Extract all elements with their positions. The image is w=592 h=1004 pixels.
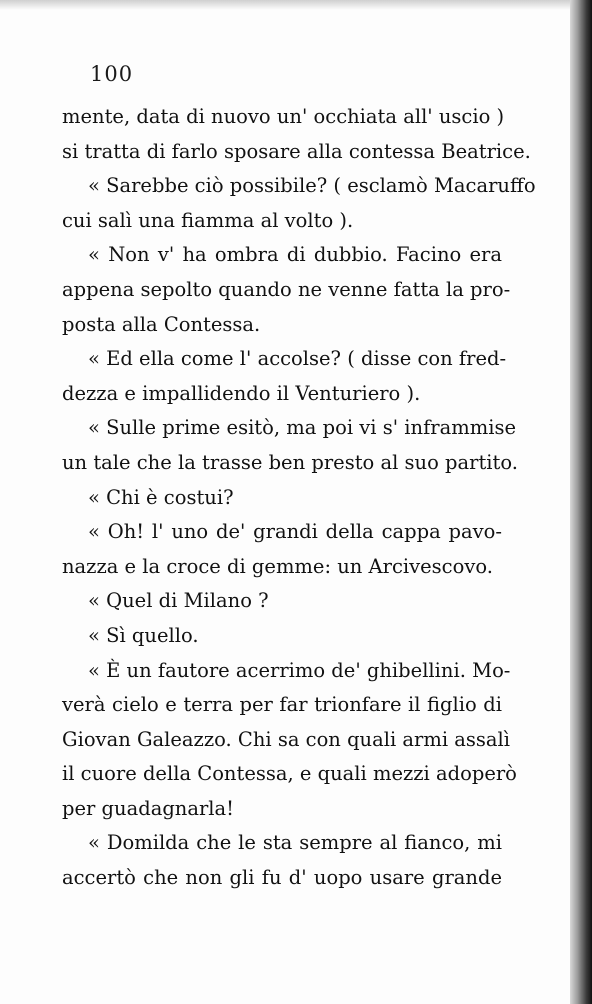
page-body-text bbox=[62, 100, 536, 896]
text-line: « Sì quello. bbox=[88, 623, 199, 647]
text-line: « Sulle prime esitò, ma poi vi s' inframmise bbox=[88, 416, 517, 440]
text-line: Giovan Galeazzo. Chi sa con quali armi assalì bbox=[62, 727, 511, 751]
text-line: nazza e la croce di gemme: un Arcivescovo. bbox=[62, 554, 493, 578]
page-top-shadow bbox=[0, 0, 570, 10]
page-number: 100 bbox=[90, 62, 134, 86]
text-line: « È un fautore acerrimo de' ghibellini. Mo- bbox=[88, 658, 511, 682]
text-line: posta alla Contessa. bbox=[62, 312, 261, 336]
text-line: per guadagnarla! bbox=[62, 796, 235, 820]
text-line: verà cielo e terra per far trionfare il figlio di bbox=[62, 693, 502, 717]
text-line: il cuore della Contessa, e quali mezzi adoperò bbox=[62, 762, 517, 786]
text-line: accertò che non gli fu d' uopo usare grande bbox=[62, 866, 502, 890]
text-line: « Non v' ha ombra di dubbio. Facino era bbox=[88, 243, 502, 267]
text-line: si tratta di farlo sposare alla contessa Beatrice. bbox=[62, 139, 531, 163]
text-line: appena sepolto quando ne venne fatta la pro- bbox=[62, 277, 511, 301]
text-line: cui salì una fiamma al volto ). bbox=[62, 208, 354, 232]
book-binding-edge bbox=[570, 0, 592, 1004]
text-line: mente, data di nuovo un' occhiata all' uscio ) bbox=[62, 105, 505, 128]
text-line: dezza e impallidendo il Venturiero ). bbox=[62, 381, 421, 405]
text-line: « Sarebbe ciò possibile? ( esclamò Macaruffo bbox=[88, 174, 536, 198]
text-line: « Quel di Milano ? bbox=[88, 589, 269, 613]
text-line: « Domilda che le sta sempre al fianco, mi bbox=[88, 831, 502, 855]
text-line: « Chi è costui? bbox=[88, 485, 234, 509]
text-line: un tale che la trasse ben presto al suo partito. bbox=[62, 450, 518, 474]
text-line: « Oh! l' uno de' grandi della cappa pavo- bbox=[88, 520, 502, 544]
text-line: « Ed ella come l' accolse? ( disse con fred- bbox=[88, 347, 507, 371]
